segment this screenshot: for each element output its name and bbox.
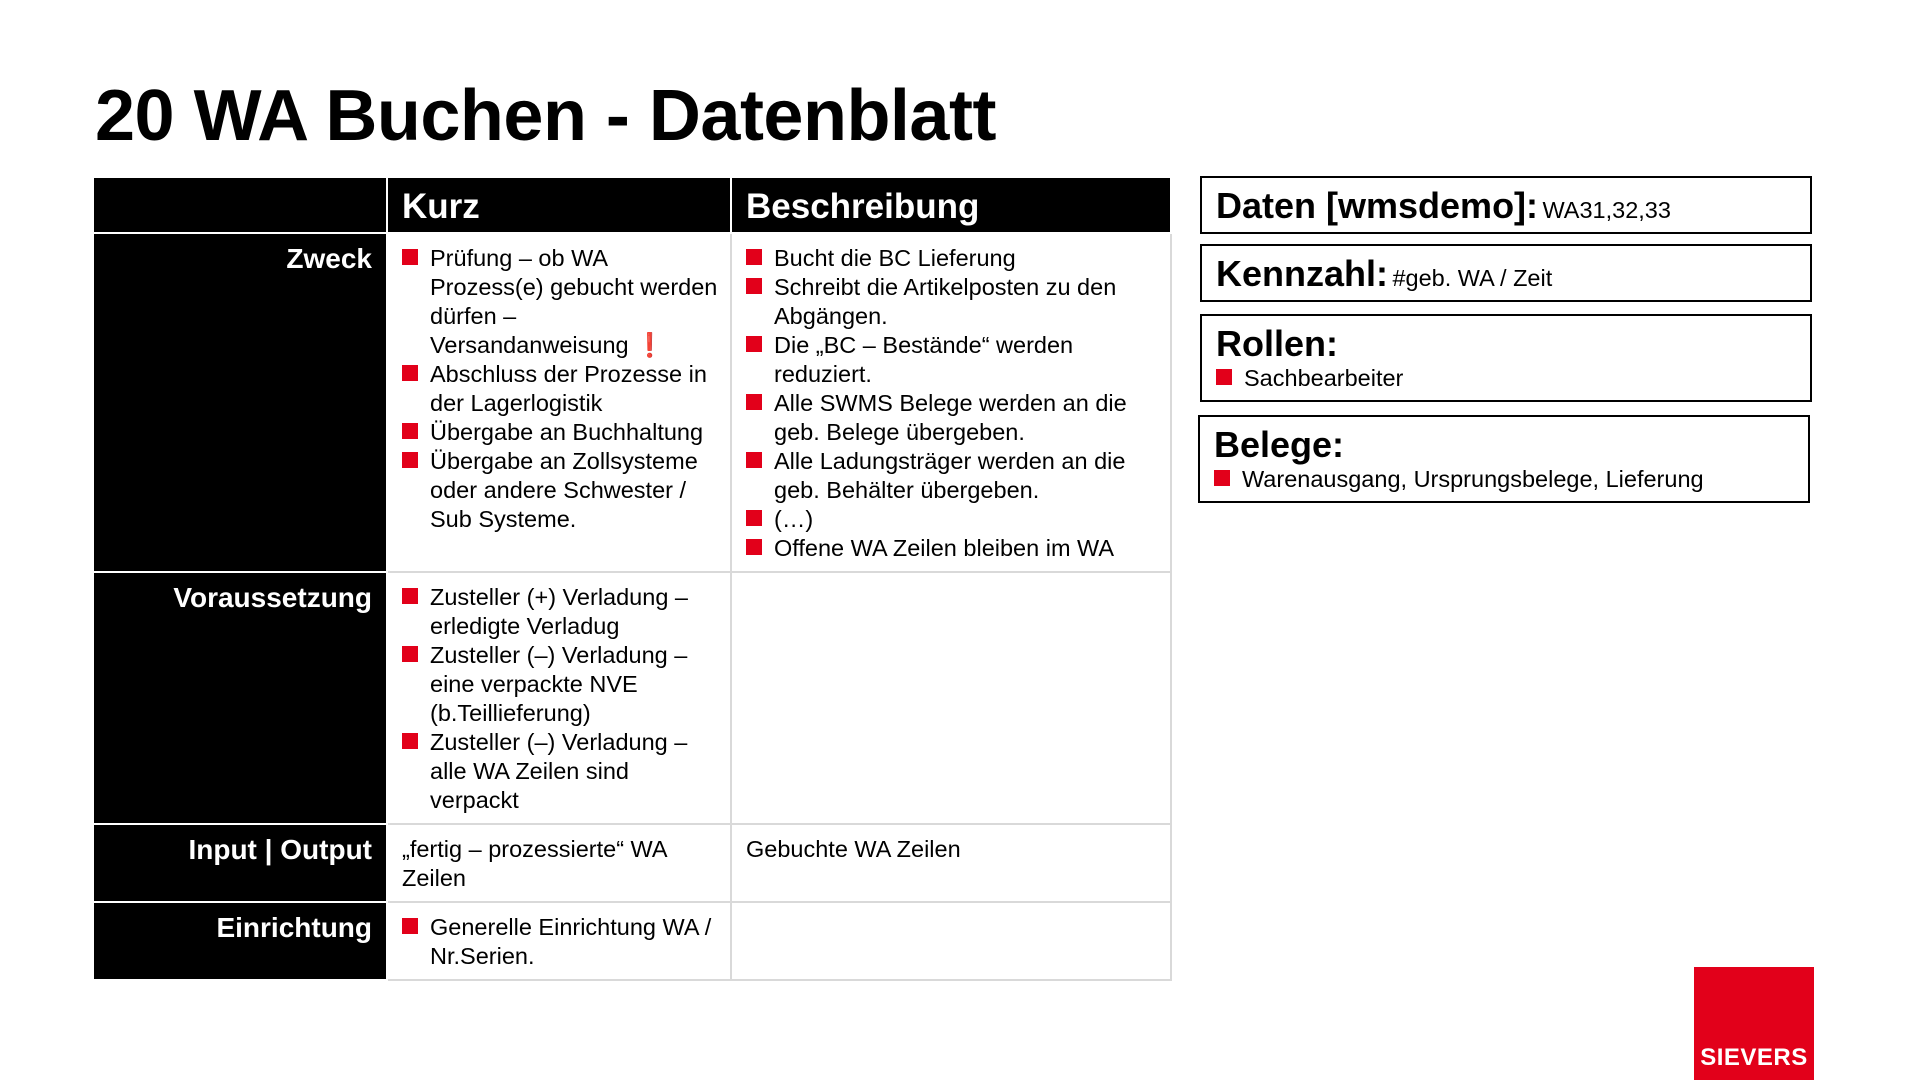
cell-einrichtung-kurz xyxy=(387,902,731,980)
exclamation-icon: ❗ xyxy=(635,332,665,358)
header-beschreibung: Beschreibung xyxy=(731,177,1171,233)
datasheet-table xyxy=(92,176,1172,981)
list-item: Alle Ladungsträger werden an die geb. Behälter übergeben. xyxy=(746,447,1160,505)
list-item: (…) xyxy=(746,505,1160,534)
row-label-voraussetzung: Voraussetzung xyxy=(93,572,387,824)
daten-value: WA31,32,33 xyxy=(1542,197,1671,223)
table-row-zweck xyxy=(93,233,1171,572)
list-item: Warenausgang, Ursprungsbelege, Lieferung xyxy=(1214,465,1794,493)
cell-zweck-kurz xyxy=(387,233,731,572)
list-item: Generelle Einrichtung WA / Nr.Serien. xyxy=(402,913,720,971)
list-item: Zusteller (–) Verladung – alle WA Zeilen sind verpackt xyxy=(402,728,720,815)
logo-text: SIEVERS xyxy=(1700,1044,1808,1071)
table-row-einrichtung xyxy=(93,902,1171,980)
sievers-logo xyxy=(1694,967,1814,1080)
cell-voraussetzung-beschreibung xyxy=(731,572,1171,824)
cell-einrichtung-beschreibung xyxy=(731,902,1171,980)
list-item: Die „BC – Bestände“ werden reduziert. xyxy=(746,331,1160,389)
list-item: Offene WA Zeilen bleiben im WA xyxy=(746,534,1160,563)
belege-box xyxy=(1198,415,1810,503)
table-row-input-output xyxy=(93,824,1171,902)
kennzahl-box xyxy=(1200,244,1812,302)
cell-input-output-kurz: „fertig – prozessierte“ WA Zeilen xyxy=(387,824,731,902)
list-item: Abschluss der Prozesse in der Lagerlogistik xyxy=(402,360,720,418)
row-label-zweck: Zweck xyxy=(93,233,387,572)
list-item: Alle SWMS Belege werden an die geb. Belege übergeben. xyxy=(746,389,1160,447)
list-item: Schreibt die Artikelposten zu den Abgängen. xyxy=(746,273,1160,331)
list-item: Übergabe an Zollsysteme oder andere Schwester / Sub Systeme. xyxy=(402,447,720,534)
kennzahl-value: #geb. WA / Zeit xyxy=(1392,265,1553,291)
cell-voraussetzung-kurz xyxy=(387,572,731,824)
kennzahl-label: Kennzahl: xyxy=(1216,253,1389,294)
daten-label: Daten [wmsdemo]: xyxy=(1216,185,1539,226)
belege-label: Belege: xyxy=(1214,424,1345,465)
header-empty xyxy=(93,177,387,233)
list-item: Sachbearbeiter xyxy=(1216,364,1796,392)
cell-input-output-beschreibung: Gebuchte WA Zeilen xyxy=(731,824,1171,902)
daten-box xyxy=(1200,176,1812,234)
table-header-row xyxy=(93,177,1171,233)
list-item: Übergabe an Buchhaltung xyxy=(402,418,720,447)
list-item: Zusteller (–) Verladung – eine verpackte NVE (b.Teillieferung) xyxy=(402,641,720,728)
page-title: 20 WA Buchen - Datenblatt xyxy=(95,76,996,156)
header-kurz: Kurz xyxy=(387,177,731,233)
rollen-label: Rollen: xyxy=(1216,323,1338,364)
list-item: Prüfung – ob WA Prozess(e) gebucht werden dürfen – Versandanweisung ❗ xyxy=(402,244,720,360)
table-row-voraussetzung xyxy=(93,572,1171,824)
list-item: Zusteller (+) Verladung – erledigte Verladug xyxy=(402,583,720,641)
cell-zweck-beschreibung xyxy=(731,233,1171,572)
list-item: Bucht die BC Lieferung xyxy=(746,244,1160,273)
row-label-einrichtung: Einrichtung xyxy=(93,902,387,980)
row-label-input-output: Input | Output xyxy=(93,824,387,902)
rollen-box xyxy=(1200,314,1812,402)
